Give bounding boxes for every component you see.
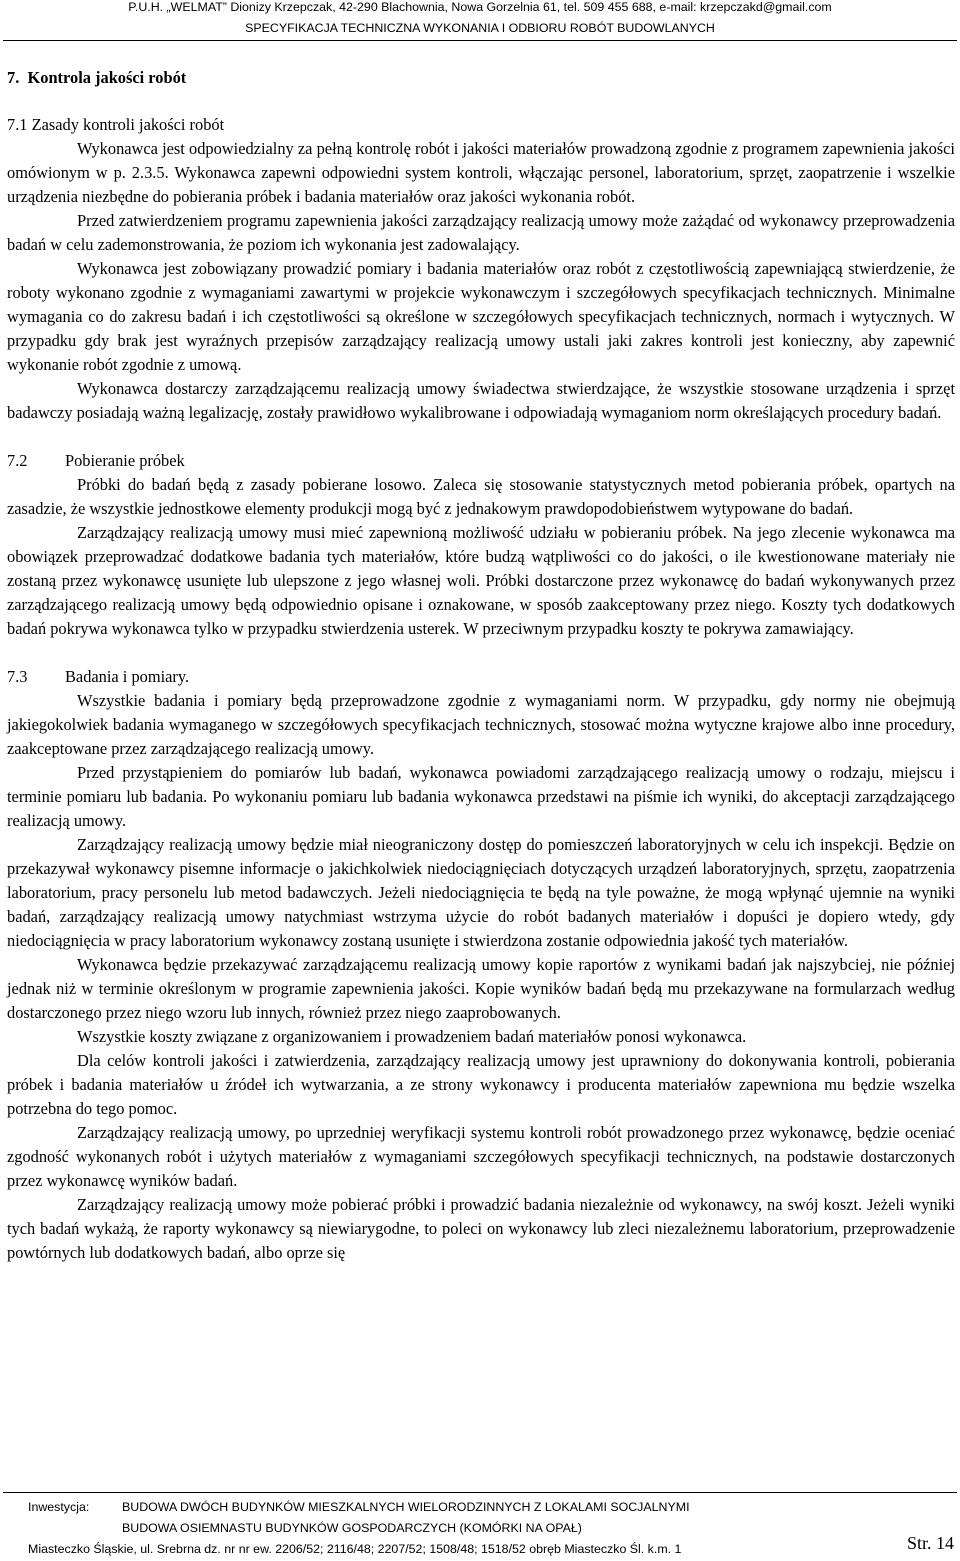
paragraph: Wykonawca dostarczy zarządzającemu realizacją umowy świadectwa stwierdzające, że wszystkie stosowane urządzenia i sprzęt badawczy posiadają ważną legalizację, zostały prawidłowo wykalibrowane i odpowiadają wymaganiom norm określających procedury badań. bbox=[7, 379, 955, 422]
section-title-text: Kontrola jakości robót bbox=[27, 68, 187, 87]
header-spec-title: SPECYFIKACJA TECHNICZNA WYKONANIA I ODBIORU ROBÓT BUDOWLANYCH bbox=[245, 21, 715, 35]
section-number: 7. bbox=[7, 68, 20, 87]
footer-investment-line-2: BUDOWA OSIEMNASTU BUDYNKÓW GOSPODARCZYCH (KOMÓRKI NA OPAŁ) bbox=[122, 1521, 582, 1535]
paragraph: Wykonawca będzie przekazywać zarządzającemu realizacją umowy kopie raportów z wynikami badań jak najszybciej, nie później jednak niż w terminie określonym w programie zapewnienia jakości. Kopie wyników badań będą mu przekazywane na formularzach według dostarczonego przez niego wzoru lub innych, również przez niego zaaprobowanych. bbox=[7, 955, 955, 1022]
subsection-number: 7.3 bbox=[7, 667, 28, 686]
paragraph: Zarządzający realizacją umowy, po uprzedniej weryfikacji systemu kontroli robót prowadzonego przez wykonawcę, będzie oceniać zgodność wykonanych robót i użytych materiałów z wymaganiami szczegółowych specyfikacji technicznych, na podstawie dostarczonych przez wykonawcę wyników badań. bbox=[7, 1123, 955, 1190]
subsection-7-2-heading bbox=[7, 449, 955, 473]
paragraph: Zarządzający realizacją umowy może pobierać próbki i prowadzić badania niezależnie od wykonawcy, na swój koszt. Jeżeli wyniki tych badań wykażą, że raporty wykonawcy są niewiarygodne, to poleci on wykonawcy lub zleci niezależnemu laboratorium, przeprowadzenie powtórnych lub dodatkowych badań, albo oprze się bbox=[7, 1195, 955, 1262]
paragraph: Dla celów kontroli jakości i zatwierdzenia, zarządzający realizacją umowy jest uprawniony do dokonywania kontroli, pobierania próbek i badania materiałów u źródeł ich wytwarzania, a ze strony wykonawcy i producenta materiałów zapewniona mu będzie wszelka potrzebna do tego pomoc. bbox=[7, 1051, 955, 1118]
header-company-line: P.U.H. „WELMAT” Dionizy Krzepczak, 42-290 Blachownia, Nowa Gorzelnia 61, tel. 509 455 688, e-mail: krzepczakd@gmail.com bbox=[128, 0, 832, 14]
paragraph: Przed przystąpieniem do pomiarów lub badań, wykonawca powiadomi zarządzającego realizacją umowy o rodzaju, miejscu i terminie pomiaru lub badania. Po wykonaniu pomiaru lub badania wykonawca przedstawi na piśmie ich wyniki, do akceptacji zarządzającego realizacją umowy. bbox=[7, 763, 955, 830]
paragraph: Wykonawca jest odpowiedzialny za pełną kontrolę robót i jakości materiałów prowadzoną zgodnie z programem zapewnienia jakości omówionym w p. 2.3.5. Wykonawca zapewni odpowiedni system kontroli, włączając personel, laboratorium, sprzęt, zaopatrzenie i wszelkie urządzenia niezbędne do pobierania próbek i badania materiałów oraz jakości wykonania robót. bbox=[7, 139, 955, 206]
paragraph: Zarządzający realizacją umowy będzie miał nieograniczony dostęp do pomieszczeń laboratoryjnych w celu ich inspekcji. Będzie on przekazywał wykonawcy pisemne informacje o jakichkolwiek niedociągnięciach dotyczących urządzeń laboratoryjnych, sprzętu, zaopatrzenia laboratorium, pracy personelu lub metod badawczych. Jeżeli niedociągnięcia te będą na tyle poważne, że mogą wpłynąć ujemnie na wyniki badań, zarządzający realizacją umowy natychmiast wstrzyma użycie do robót badanych materiałów i dopuści je dopiero wtedy, gdy niedociągnięcia w pracy laboratorium wykonawcy zostaną usunięte i stwierdzona zostanie odpowiednia jakość tych materiałów. bbox=[7, 835, 955, 950]
subsection-title: Badania i pomiary. bbox=[65, 667, 190, 686]
footer-location: Miasteczko Śląskie, ul. Srebrna dz. nr nr ew. 2206/52; 2116/48; 2207/52; 1508/48; 1518/52 obręb Miasteczko Śl. k.m. 1 bbox=[28, 1542, 682, 1556]
footer-investment-label: Inwestycja: bbox=[28, 1500, 90, 1514]
paragraph: Wykonawca jest zobowiązany prowadzić pomiary i badania materiałów oraz robót z częstotliwością zapewniającą stwierdzenie, że roboty wykonano zgodnie z wymaganiami zawartymi w projekcie wykonawczym i szczegółowych specyfikacjach technicznych. Minimalne wymagania co do zakresu badań i ich częstotliwości są określone w szczegółowych specyfikacjach technicznych, normach i wytycznych. W przypadku gdy brak jest wyraźnych przepisów zarządzający realizacją umowy ustali jaki zakres kontroli jest konieczny, aby zapewnić wykonanie robót zgodnie z umową. bbox=[7, 259, 955, 374]
footer-divider bbox=[3, 1492, 957, 1493]
header-divider bbox=[3, 40, 957, 41]
page-number: Str. 14 bbox=[906, 1533, 954, 1553]
footer-investment-line-1: BUDOWA DWÓCH BUDYNKÓW MIESZKALNYCH WIELORODZINNYCH Z LOKALAMI SOCJALNYMI bbox=[122, 1500, 690, 1514]
section-title bbox=[7, 66, 955, 90]
paragraph: Wszystkie badania i pomiary będą przeprowadzone zgodnie z wymaganiami norm. W przypadku, gdy normy nie obejmują jakiegokolwiek badania wymaganego w szczegółowych specyfikacjach technicznych, stosować można wytyczne krajowe albo inne procedury, zaakceptowane przez zarządzającego realizacją umowy. bbox=[7, 691, 955, 758]
subsection-title: Pobieranie próbek bbox=[65, 451, 185, 470]
subsection-7-1-heading: 7.1 Zasady kontroli jakości robót bbox=[7, 115, 225, 134]
paragraph: Próbki do badań będą z zasady pobierane losowo. Zaleca się stosowanie statystycznych metod pobierania próbek, opartych na zasadzie, że wszystkie jednostkowe elementy produkcji mogą być z jednakowym prawdopodobieństwem wytypowane do badań. bbox=[7, 475, 955, 518]
subsection-number: 7.2 bbox=[7, 451, 28, 470]
paragraph: Przed zatwierdzeniem programu zapewnienia jakości zarządzający realizacją umowy może zażądać od wykonawcy przeprowadzenia badań w celu zademonstrowania, że poziom ich wykonania jest zadowalający. bbox=[7, 211, 955, 254]
subsection-7-3-heading bbox=[7, 665, 955, 689]
paragraph: Wszystkie koszty związane z organizowaniem i prowadzeniem badań materiałów ponosi wykonawca. bbox=[77, 1027, 747, 1046]
document-body bbox=[7, 66, 955, 1265]
paragraph: Zarządzający realizacją umowy musi mieć zapewnioną możliwość udziału w pobieraniu próbek. Na jego zlecenie wykonawca ma obowiązek przeprowadzać dodatkowe badania tych materiałów, które budzą wątpliwości co do jakości, o ile kwestionowane materiały nie zostaną przez wykonawcę usunięte lub ulepszone z jego własnej woli. Próbki dostarczone przez wykonawcę do badań wykonywanych przez zarządzającego realizacją umowy będą odpowiednio opisane i oznakowane, w sposób zaakceptowany przez niego. Koszty tych dodatkowych badań pokrywa wykonawca tylko w przypadku stwierdzenia usterek. W przeciwnym przypadku koszty te pokrywa zamawiający. bbox=[7, 523, 955, 638]
